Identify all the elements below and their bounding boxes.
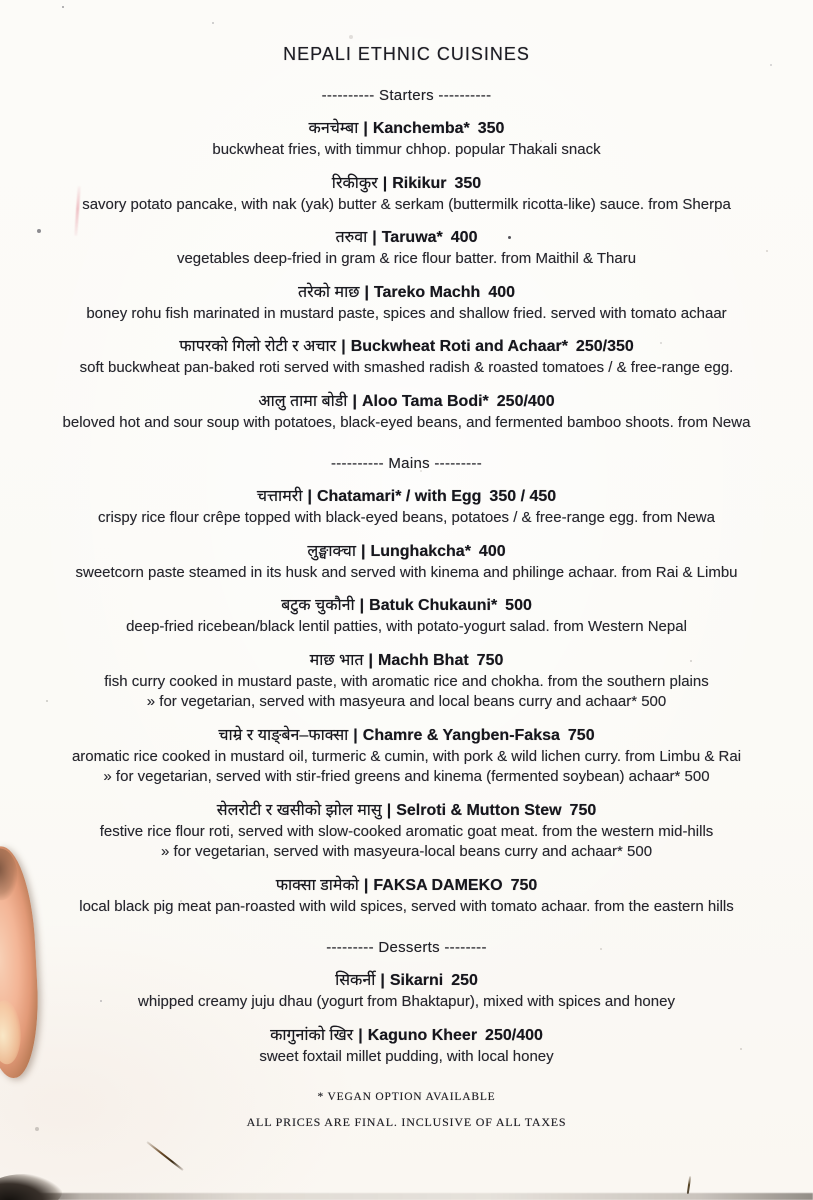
item-price: 750 [510, 876, 538, 894]
item-native-name: सेलरोटी र खसीको झोल मासु [216, 801, 382, 819]
item-english-name: Sikarni [389, 972, 444, 989]
section-mains [0, 455, 813, 917]
menu-item-lunghakcha [0, 540, 813, 584]
item-price: 500 [505, 597, 532, 614]
menu-item-aloo-tama-bodi [0, 390, 813, 434]
item-native-name: आलु तामा बोडी [258, 392, 348, 410]
item-separator: | [307, 488, 312, 505]
item-native-name: कागुनांको खिर [270, 1026, 354, 1044]
section-heading-mains: ---------- Mains --------- [330, 455, 483, 472]
item-price: 350 / 450 [489, 488, 557, 505]
item-title [0, 799, 813, 822]
item-price: 750 [567, 726, 595, 744]
item-description: crispy rice flour crêpe topped with black-eyed beans, potatoes / & free-range egg. from Newa [98, 509, 715, 526]
item-description: savory potato pancake, with nak (yak) butter & serkam (buttermilk ricotta-like) sauce. from Sherpa [82, 195, 731, 213]
item-native-name: चाम्रे र याङ्बेन–फाक्सा [218, 726, 349, 744]
item-title [0, 874, 813, 897]
item-title [0, 969, 813, 992]
item-description: deep-fried ricebean/black lentil patties, with potato-yogurt salad. from Western Nepal [126, 618, 687, 635]
item-title [0, 335, 813, 358]
item-description: local black pig meat pan-roasted with wild spices, served with tomato achaar. from the eastern hills [79, 897, 734, 915]
hair-artifact [146, 1141, 183, 1171]
item-title [0, 724, 813, 747]
item-separator: | [382, 174, 388, 192]
item-description: vegetables deep-fried in gram & rice flour batter. from Maithil & Tharu [176, 250, 637, 267]
item-price: 400 [488, 283, 516, 301]
item-price: 250/400 [496, 392, 555, 410]
paper-specks [0, 0, 2, 2]
item-separator: | [341, 338, 346, 355]
item-price: 250/350 [575, 338, 634, 355]
item-separator: | [363, 876, 369, 894]
footer-note-taxes: ALL PRICES ARE FINAL. INCLUSIVE OF ALL TAXES [246, 1115, 567, 1129]
item-price: 250 [451, 972, 478, 989]
item-separator: | [386, 801, 392, 819]
item-title [0, 281, 813, 304]
item-native-name: कनचेम्बा [308, 120, 359, 137]
item-description: boney rohu fish marinated in mustard paste, spices and shallow fried. served with tomato achaar [86, 304, 727, 322]
ink-dot-artifact [508, 236, 511, 239]
section-desserts [0, 939, 813, 1067]
item-title [0, 649, 813, 672]
item-price: 400 [478, 542, 506, 560]
item-native-name: चत्तामरी [256, 488, 303, 505]
item-description: soft buckwheat pan-baked roti served with smashed radish & roasted tomatoes / & free-range egg. [79, 359, 734, 376]
item-description: sweetcorn paste steamed in its husk and served with kinema and philinge achaar. from Rai & Limbu [75, 563, 738, 581]
item-description: sweet foxtail millet pudding, with local honey [259, 1047, 554, 1065]
item-separator: | [359, 597, 365, 614]
menu-item-rikikur [0, 172, 813, 216]
menu-item-buckwheat-roti [0, 335, 813, 379]
item-title [0, 540, 813, 563]
item-native-name: बटुक चुकौनी [281, 597, 355, 614]
item-title [0, 172, 813, 195]
menu-title: NEPALI ETHNIC CUISINES [283, 44, 530, 64]
section-heading-desserts: --------- Desserts -------- [326, 939, 487, 956]
menu-item-chatamari [0, 485, 813, 529]
menu-item-sikarni [0, 969, 813, 1013]
item-title [0, 594, 813, 617]
item-title [0, 1024, 813, 1047]
item-title [0, 390, 813, 413]
item-separator: | [363, 120, 368, 137]
item-description: beloved hot and sour soup with potatoes, black-eyed beans, and fermented bamboo shoots. from Newa [62, 413, 751, 431]
menu-item-kaguno-kheer [0, 1024, 813, 1068]
menu-item-tareko-machh [0, 281, 813, 325]
item-description: aromatic rice cooked in mustard oil, turmeric & cumin, with pork & wild lichen curry. from Limbu & Rai [71, 747, 742, 765]
item-separator: | [358, 1026, 363, 1044]
item-vegetarian-note: » for vegetarian, served with masyeura-local beans curry and achaar* 500 [160, 843, 653, 860]
item-native-name: माछ भात [309, 651, 364, 669]
item-description: fish curry cooked in mustard paste, with aromatic rice and chokha. from the southern plains [104, 672, 709, 690]
item-price: 250/400 [485, 1026, 543, 1044]
item-price: 400 [450, 229, 478, 246]
item-english-name: Batuk Chukauni* [369, 597, 498, 614]
item-native-name: तरेको माछ [297, 283, 360, 301]
item-price: 750 [569, 801, 597, 819]
footer-notes [0, 1091, 813, 1130]
menu-item-batuk-chukauni [0, 594, 813, 638]
item-native-name: सिकर्नी [335, 972, 376, 989]
section-heading-starters: ---------- Starters ---------- [321, 87, 492, 104]
item-separator: | [364, 283, 369, 301]
item-english-name: FAKSA DAMEKO [373, 876, 503, 894]
item-description: buckwheat fries, with timmur chhop. popular Thakali snack [212, 141, 601, 158]
item-english-name: Kaguno Kheer [367, 1026, 478, 1044]
item-vegetarian-note: » for vegetarian, served with stir-fried greens and kinema (fermented soybean) achaar* 500 [103, 768, 710, 785]
item-english-name: Lunghakcha* [370, 542, 471, 560]
item-separator: | [368, 651, 373, 669]
photo-bottom-edge-shadow [0, 1193, 813, 1200]
item-price: 750 [476, 651, 504, 669]
item-english-name: Buckwheat Roti and Achaar* [350, 338, 568, 355]
item-separator: | [372, 229, 377, 246]
menu-item-chamre-yangben-faksa [0, 724, 813, 788]
item-english-name: Selroti & Mutton Stew [396, 801, 562, 819]
item-separator: | [360, 542, 366, 560]
menu-item-selroti-mutton-stew [0, 799, 813, 863]
menu-item-faksa-dameko [0, 874, 813, 918]
item-native-name: फापरको गिलो रोटी र अचार [179, 338, 337, 355]
item-description: festive rice flour roti, served with slow-cooked aromatic goat meat. from the western mid-hills [99, 822, 714, 840]
item-description: whipped creamy juju dhau (yogurt from Bhaktapur), mixed with spices and honey [138, 993, 675, 1010]
item-vegetarian-note: » for vegetarian, served with masyeura and local beans curry and achaar* 500 [146, 693, 667, 710]
item-english-name: Tareko Machh [373, 283, 481, 301]
item-separator: | [352, 392, 357, 410]
item-title [0, 117, 813, 140]
item-english-name: Aloo Tama Bodi* [361, 392, 489, 410]
menu-item-taruwa [0, 226, 813, 270]
section-starters [0, 87, 813, 433]
item-native-name: रिकीकुर [331, 174, 378, 192]
item-native-name: फाक्सा डामेको [275, 876, 359, 894]
item-english-name: Taruwa* [381, 229, 443, 246]
item-title [0, 485, 813, 508]
menu-item-kanchemba [0, 117, 813, 161]
item-english-name: Kanchemba* [372, 120, 470, 137]
menu-item-machh-bhat [0, 649, 813, 713]
item-native-name: लुङ्घाक्चा [307, 542, 356, 560]
item-separator: | [380, 972, 385, 989]
item-price: 350 [454, 174, 482, 192]
item-english-name: Chamre & Yangben-Faksa [362, 726, 560, 744]
item-separator: | [353, 726, 358, 744]
fiber-artifact [687, 1176, 691, 1194]
footer-note-vegan: * VEGAN OPTION AVAILABLE [317, 1091, 496, 1103]
item-native-name: तरुवा [335, 229, 368, 246]
item-title [0, 226, 813, 249]
item-english-name: Machh Bhat [378, 651, 469, 669]
item-price: 350 [477, 120, 505, 137]
item-english-name: Chatamari* / with Egg [316, 488, 482, 505]
item-english-name: Rikikur [392, 174, 447, 192]
bottom-left-shadow [0, 1174, 62, 1200]
